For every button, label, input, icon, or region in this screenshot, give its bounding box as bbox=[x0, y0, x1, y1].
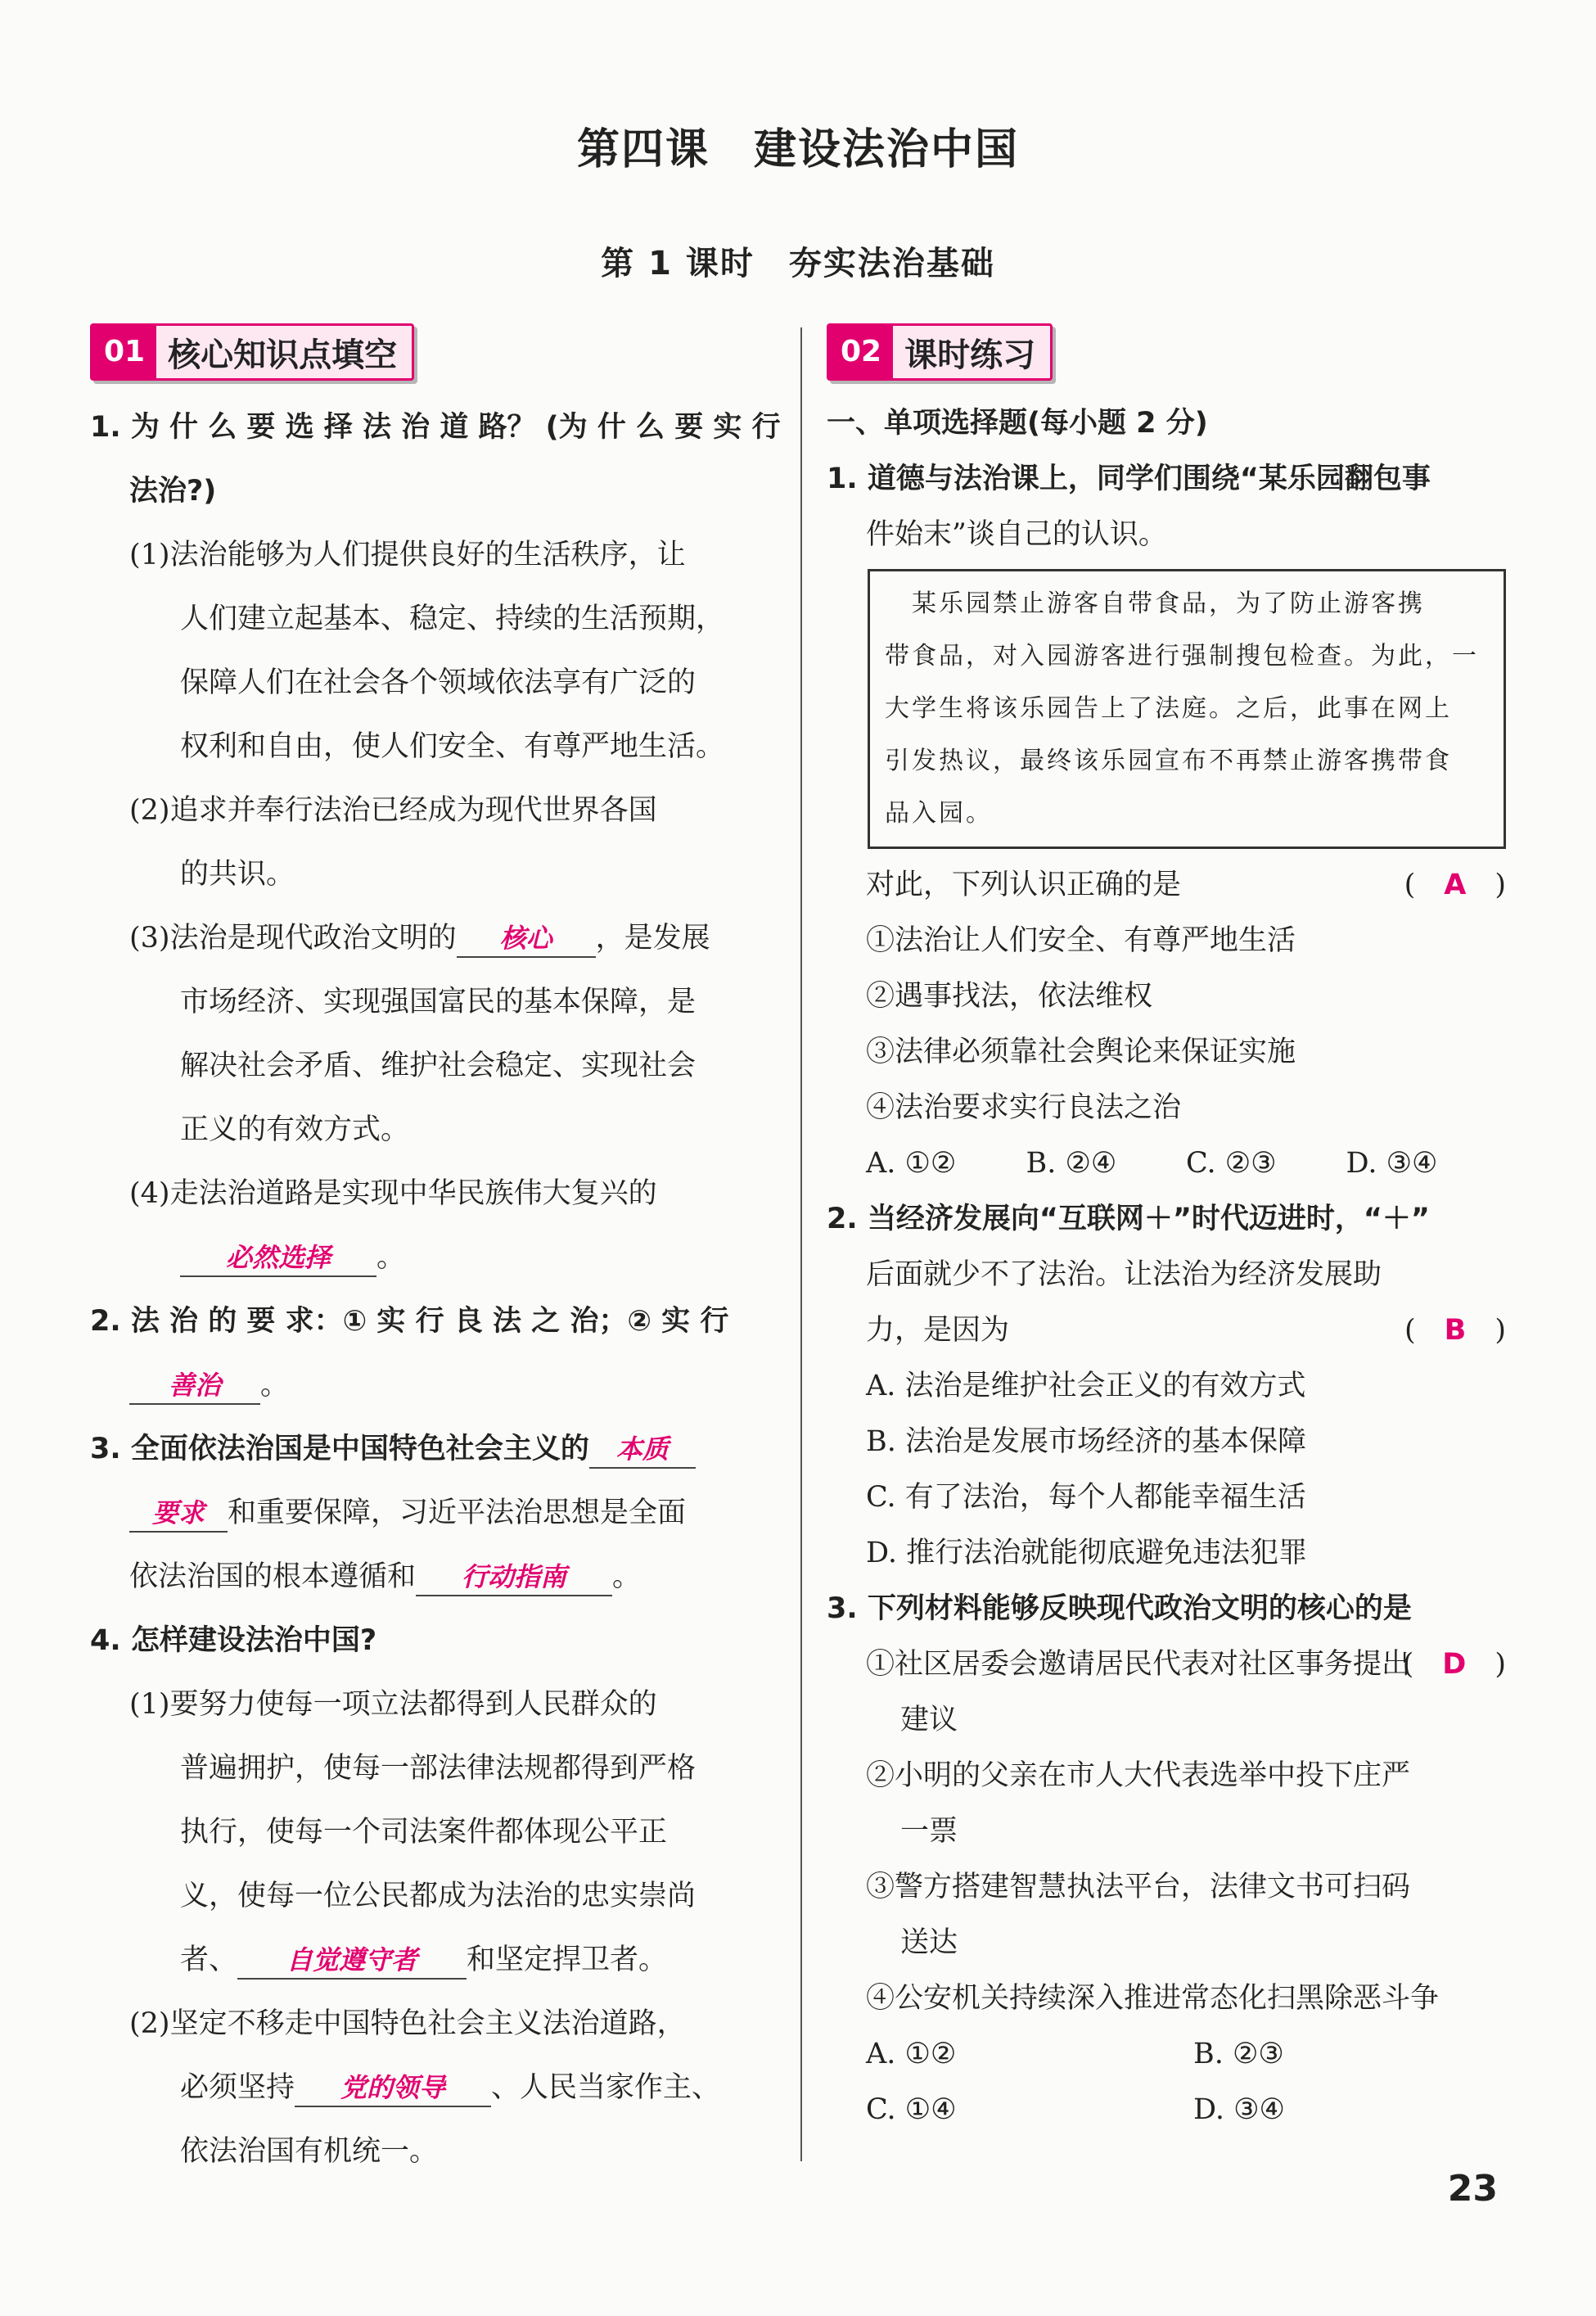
answer-text: 人们建立起基本、稳定、持续的生活预期， bbox=[180, 603, 725, 635]
mc-question-2-cont: 力，是因为 ( B ) bbox=[827, 1302, 1506, 1358]
question-stem: 对此，下列认识正确的是 ( A ) bbox=[827, 857, 1506, 913]
section-number: 01 bbox=[92, 326, 156, 378]
fill-blank-answer: 核心 bbox=[457, 920, 596, 958]
material-line: 大学生将该乐园告上了法庭。之后，此事在网上 bbox=[885, 694, 1452, 723]
fill-blank-answer: 必然选择 bbox=[180, 1239, 376, 1277]
answer-text: 市场经济、实现强国富民的基本保障，是 bbox=[180, 986, 697, 1018]
material-line: 某乐园禁止游客自带食品，为了防止游客携 bbox=[885, 589, 1425, 618]
choice-option: B. ②③ bbox=[1193, 2038, 1284, 2070]
section-number: 02 bbox=[829, 326, 893, 378]
choice-option: A. ①② bbox=[866, 2038, 957, 2070]
answer-text: 正义的有效方式。 bbox=[180, 1113, 410, 1146]
answer-text: 依法治国有机统一。 bbox=[180, 2135, 439, 2168]
fill-line: 善治 。 bbox=[90, 1353, 769, 1417]
part-title: 一、单项选择题(每小题 2 分) bbox=[827, 407, 1208, 440]
fill-line: 必须坚持 党的领导 、人民当家作主、 bbox=[90, 2056, 769, 2120]
question-1: 1. 为 什 么 要 选 择 法 治 道 路？ (为 什 么 要 实 行 bbox=[90, 411, 781, 444]
fill-blank-answer: 善治 bbox=[129, 1367, 260, 1405]
material-line: 品入园。 bbox=[885, 799, 993, 828]
fill-line: 者、 自觉遵守者 和坚定捍卫者。 bbox=[90, 1928, 769, 1992]
material-line: 引发热议，最终该乐园宣布不再禁止游客携带食 bbox=[885, 747, 1452, 775]
page-number: 23 bbox=[1447, 2168, 1498, 2210]
answer-text: 解决社会矛盾、维护社会稳定、实现社会 bbox=[180, 1050, 697, 1082]
answer-parens: ( A ) bbox=[1404, 869, 1506, 901]
answer-parens: ( D ) bbox=[1402, 1648, 1506, 1681]
answer-text: (4)走法治道路是实现中华民族伟大复兴的 bbox=[129, 1177, 657, 1210]
option-item-cont: 建议 bbox=[900, 1704, 958, 1736]
answer-text: 普遍拥护，使每一部法律法规都得到严格 bbox=[180, 1752, 697, 1785]
choice-option: C. 有了法治，每个人都能幸福生活 bbox=[866, 1481, 1306, 1514]
option-item: ③警方搭建智慧执法平台，法律文书可扫码 bbox=[866, 1871, 1411, 1903]
mc-question-1-cont: 件始末”谈自己的认识。 bbox=[866, 518, 1167, 551]
answer-letter: B bbox=[1444, 1314, 1467, 1347]
answer-letter: A bbox=[1444, 869, 1467, 901]
option-item: ①法治让人们安全、有尊严地生活 bbox=[866, 924, 1296, 957]
answer-text: (1)要努力使每一项立法都得到人民群众的 bbox=[129, 1688, 657, 1721]
right-column bbox=[827, 323, 1506, 2138]
mc-question-2: 2. 当经济发展向“互联网＋”时代迈进时，“＋” bbox=[827, 1203, 1430, 1235]
answer-text: 保障人们在社会各个领域依法享有广泛的 bbox=[180, 666, 697, 699]
answer-text: 义，使每一位公民都成为法治的忠实崇尚 bbox=[180, 1880, 697, 1912]
choice-option: C. ②③ bbox=[1186, 1147, 1277, 1180]
material-line: 带食品，对入园游客进行强制搜包检查。为此，一 bbox=[885, 642, 1479, 670]
choice-option: D. 推行法治就能彻底避免违法犯罪 bbox=[866, 1537, 1308, 1569]
answer-text: 权利和自由，使人们安全、有尊严地生活。 bbox=[180, 730, 725, 763]
choice-option: D. ③④ bbox=[1193, 2093, 1285, 2126]
choice-option: B. 法治是发展市场经济的基本保障 bbox=[866, 1425, 1306, 1458]
answer-text: 的共识。 bbox=[180, 858, 295, 891]
option-item: ②遇事找法，依法维权 bbox=[866, 980, 1153, 1013]
fill-blank-answer: 要求 bbox=[129, 1495, 228, 1533]
choice-option: A. 法治是维护社会正义的有效方式 bbox=[866, 1370, 1306, 1402]
option-item: ③法律必须靠社会舆论来保证实施 bbox=[866, 1036, 1296, 1068]
fill-line: 依法治国的根本遵循和 行动指南 。 bbox=[90, 1545, 769, 1609]
choice-row bbox=[827, 2082, 1506, 2138]
answer-parens: ( B ) bbox=[1404, 1314, 1506, 1347]
left-column bbox=[90, 323, 781, 2183]
question-1-cont: 法治?) bbox=[129, 475, 217, 508]
question-4: 4. 怎样建设法治中国? bbox=[90, 1624, 377, 1657]
option-item: ④公安机关持续深入推进常态化扫黑除恶斗争 bbox=[866, 1982, 1440, 2015]
option-item-cont: 送达 bbox=[900, 1926, 958, 1959]
question-2: 2. 法 治 的 要 求：① 实 行 良 法 之 治；② 实 行 bbox=[90, 1305, 729, 1338]
material-box bbox=[868, 569, 1506, 849]
fill-line: 必然选择 。 bbox=[90, 1226, 769, 1289]
choice-option: B. ②④ bbox=[1026, 1147, 1117, 1180]
fill-blank-answer: 本质 bbox=[589, 1431, 696, 1469]
answer-text: (1)法治能够为人们提供良好的生活秩序，让 bbox=[129, 539, 686, 571]
fill-line: (3)法治是现代政治文明的 核心 ，是发展 bbox=[90, 906, 769, 970]
answer-text: (2)追求并奉行法治已经成为现代世界各国 bbox=[129, 794, 657, 827]
choice-option: C. ①④ bbox=[866, 2093, 957, 2126]
option-item: ②小明的父亲在市人大代表选举中投下庄严 bbox=[866, 1759, 1411, 1792]
mc-question-2-cont: 后面就少不了法治。让法治为经济发展助 bbox=[866, 1258, 1382, 1291]
answer-text: 执行，使每一个司法案件都体现公平正 bbox=[180, 1816, 668, 1849]
fill-line: 要求 和重要保障，习近平法治思想是全面 bbox=[90, 1481, 769, 1545]
answer-text: (2)坚定不移走中国特色社会主义法治道路， bbox=[129, 2007, 686, 2040]
mc-question-1: 1. 道德与法治课上，同学们围绕“某乐园翻包事 bbox=[827, 463, 1431, 495]
answer-letter: D bbox=[1442, 1648, 1467, 1681]
lesson-title: 第四课 建设法治中国 bbox=[576, 125, 1019, 174]
fill-blank-answer: 自觉遵守者 bbox=[237, 1942, 467, 1980]
choice-option: A. ①② bbox=[866, 1147, 957, 1180]
section-header-practice bbox=[827, 323, 1506, 381]
option-item: ①社区居委会邀请居民代表对社区事务提出 bbox=[866, 1648, 1411, 1681]
fill-blank-answer: 党的领导 bbox=[295, 2070, 491, 2107]
section-title: 课时练习 bbox=[904, 336, 1036, 374]
choice-row bbox=[827, 1135, 1506, 1191]
choice-row bbox=[827, 2026, 1506, 2082]
lesson-subtitle: 第 1 课时 夯实法治基础 bbox=[601, 245, 995, 282]
choice-option: D. ③④ bbox=[1346, 1147, 1438, 1180]
section-title: 核心知识点填空 bbox=[168, 336, 398, 374]
question-3: 3. 全面依法治国是中国特色社会主义的 本质 bbox=[90, 1417, 769, 1481]
mc-question-3: 3. 下列材料能够反映现代政治文明的核心的是 bbox=[827, 1592, 1412, 1625]
column-divider bbox=[800, 327, 802, 2161]
fill-blank-answer: 行动指南 bbox=[416, 1559, 612, 1596]
section-header-knowledge bbox=[90, 323, 769, 381]
option-item-cont: 一票 bbox=[900, 1815, 958, 1848]
option-item: ④法治要求实行良法之治 bbox=[866, 1091, 1182, 1124]
